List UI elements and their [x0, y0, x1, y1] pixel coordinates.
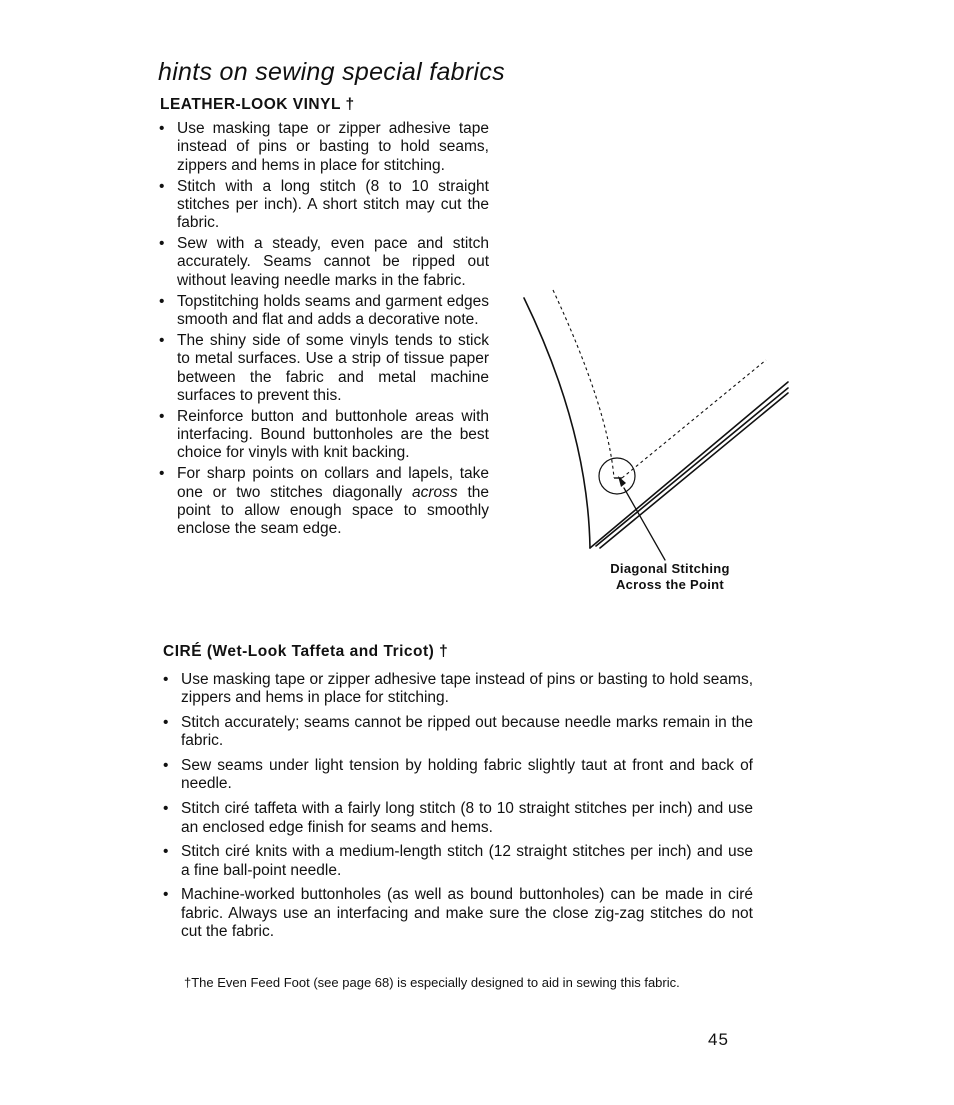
section-heading-cire: CIRÉ (Wet-Look Taffeta and Tricot) †	[163, 643, 449, 660]
cire-bullet-list	[163, 671, 753, 948]
list-item: • Stitch accurately; seams cannot be ripped out because needle marks remain in the fabric.	[163, 714, 753, 751]
footnote: †The Even Feed Foot (see page 68) is especially designed to aid in sewing this fabric.	[184, 975, 680, 990]
section-heading-vinyl: LEATHER-LOOK VINYL †	[160, 96, 355, 113]
list-item: • Stitch ciré knits with a medium-length stitch (12 straight stitches per inch) and use a fine ball-point needle.	[163, 843, 753, 880]
list-item: • Use masking tape or zipper adhesive tape instead of pins or basting to hold seams, zippers and hems in place for stitching.	[159, 120, 489, 175]
list-item: • Stitch with a long stitch (8 to 10 straight stitches per inch). A short stitch may cut the fabric.	[159, 178, 489, 233]
bullet-text: the point to allow enough space to smoothly enclose the seam edge.	[177, 483, 489, 538]
list-item: • Machine-worked buttonholes (as well as bound buttonholes) can be made in ciré fabric. Always use an interfacing and make sure the close zig-zag stitches do not cut the fabric.	[163, 886, 753, 941]
fabric-edge-line	[596, 388, 788, 546]
bullet-text: For sharp points on collars and lapels, take one or two stitches diagonally	[177, 465, 489, 501]
list-item	[159, 465, 489, 538]
fabric-edge-line	[600, 393, 788, 548]
list-item: • Reinforce button and buttonhole areas with interfacing. Bound buttonholes are the best choice for vinyls with knit backing.	[159, 408, 489, 463]
list-item: • The shiny side of some vinyls tends to stick to metal surfaces. Use a strip of tissue paper between the fabric and metal machine surfaces to prevent this.	[159, 332, 489, 405]
emphasis-text: across	[412, 483, 458, 501]
point-highlight-circle	[599, 458, 635, 494]
collar-outer-edge	[524, 298, 590, 548]
list-item: • Sew with a steady, even pace and stitch accurately. Seams cannot be ripped out without leaving needle marks in the fabric.	[159, 235, 489, 290]
list-item: • Stitch ciré taffeta with a fairly long stitch (8 to 10 straight stitches per inch) and use an enclosed edge finish for seams and hems.	[163, 800, 753, 837]
list-item: • Topstitching holds seams and garment edges smooth and flat and adds a decorative note.	[159, 293, 489, 330]
vinyl-bullet-list	[159, 120, 489, 541]
fabric-edge-line	[590, 382, 788, 548]
page-title: hints on sewing special fabrics	[158, 58, 505, 86]
caption-line: Across the Point	[615, 577, 725, 592]
page-number: 45	[708, 1030, 729, 1049]
seam-stitching-line	[553, 290, 614, 478]
figure-caption	[582, 561, 758, 593]
collar-point-illustration	[500, 280, 800, 570]
list-item: • Use masking tape or zipper adhesive tape instead of pins or basting to hold seams, zippers and hems in place for stitching.	[163, 671, 753, 708]
caption-line: Diagonal Stitching	[610, 561, 730, 576]
list-item: • Sew seams under light tension by holding fabric slightly taut at front and back of needle.	[163, 757, 753, 794]
